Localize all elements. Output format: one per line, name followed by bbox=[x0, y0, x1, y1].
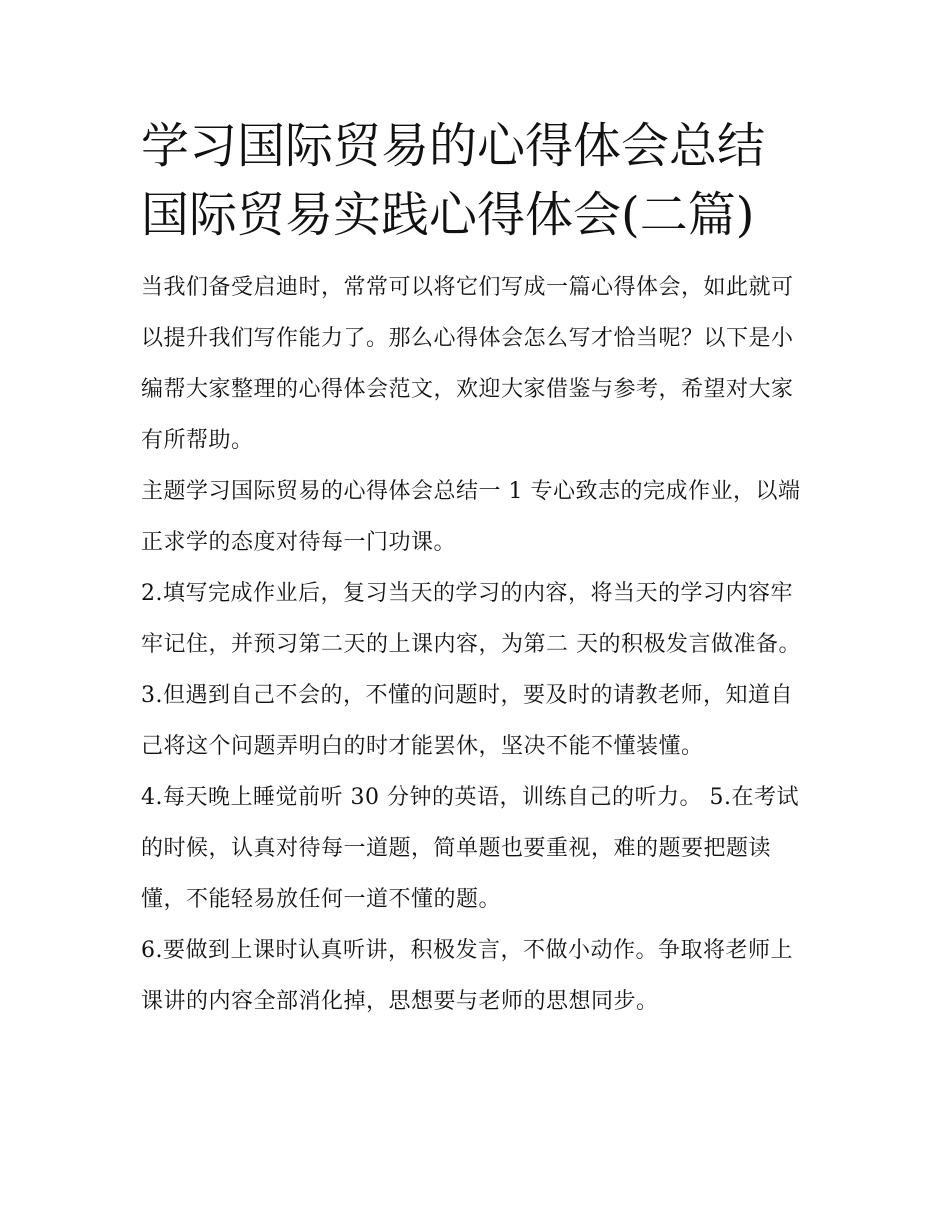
paragraph-item-1: 主题学习国际贸易的心得体会总结一 1 专心致志的完成作业，以端正求学的态度对待每一门功课。 bbox=[141, 479, 801, 555]
paragraph-item-6: 6.要做到上课时认真听讲，积极发言，不做小动作。争取将老师上课讲的内容全部消化掉，思想要与老师的思想同步。 bbox=[141, 938, 793, 1014]
paragraph-intro: 当我们备受启迪时，常常可以将它们写成一篇心得体会，如此就可以提升我们写作能力了。那么心得体会怎么写才恰当呢？以下是小编帮大家整理的心得体会范文，欢迎大家借鉴与参考，希望对大家有所帮助。 bbox=[141, 275, 794, 453]
paragraph-item-2: 2.填写完成作业后，复习当天的学习的内容，将当天的学习内容牢牢记住，并预习第二天的上课内容，为第二 天的积极发言做准备。 bbox=[141, 581, 801, 657]
paragraph-item-4-5: 4.每天晚上睡觉前听 30 分钟的英语，训练自己的听力。 5.在考试的时候，认真对待每一道题，简单题也要重视，难的题要把题读懂，不能轻易放任何一道不懂的题。 bbox=[141, 785, 799, 912]
title-line-1: 学习国际贸易的心得体会总结 bbox=[141, 118, 766, 174]
document-title bbox=[141, 112, 813, 250]
title-line-2: 国际贸易实践心得体会(二篇) bbox=[141, 187, 755, 243]
paragraph-item-3: 3.但遇到自己不会的，不懂的问题时，要及时的请教老师，知道自己将这个问题弄明白的时才能罢休，坚决不能不懂装懂。 bbox=[141, 683, 793, 759]
document-body bbox=[141, 112, 813, 1027]
